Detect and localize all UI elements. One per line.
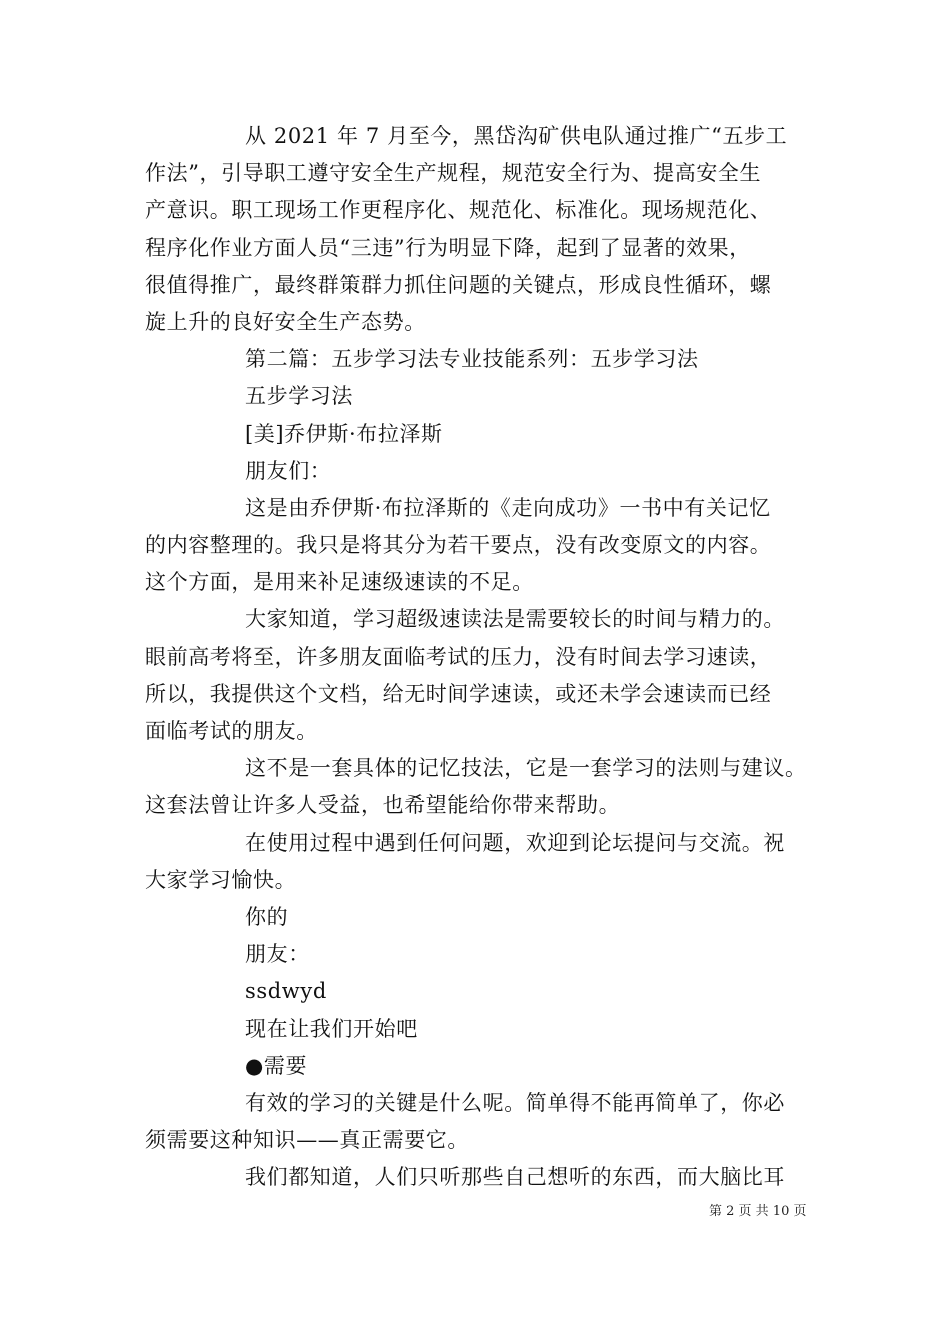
text-line: 五步学习法 <box>245 384 353 409</box>
text-line: 眼前高考将至，许多朋友面临考试的压力，没有时间去学习速读， <box>145 644 772 669</box>
text-line: 这个方面，是用来补足速级速读的不足。 <box>145 570 534 595</box>
text-line: 须需要这种知识——真正需要它。 <box>145 1128 469 1153</box>
text-line: ssdwyd <box>245 979 327 1004</box>
text-line: 第二篇：五步学习法专业技能系列：五步学习法 <box>245 347 699 372</box>
text-line: 这套法曾让许多人受益，也希望能给你带来帮助。 <box>145 793 621 818</box>
text-line: 朋友： <box>245 942 310 967</box>
text-line: [美]乔伊斯·布拉泽斯 <box>245 421 443 446</box>
text-line: 这是由乔伊斯·布拉泽斯的《走向成功》一书中有关记忆 <box>245 495 771 520</box>
text-line: 旋上升的良好安全生产态势。 <box>145 309 426 334</box>
text-line: 作法”，引导职工遵守安全生产规程，规范安全行为、提高安全生 <box>145 161 762 186</box>
text-line: 有效的学习的关键是什么呢。简单得不能再简单了，你必 <box>245 1090 785 1115</box>
text-line: 面临考试的朋友。 <box>145 719 318 743</box>
page-number-footer: 第 2 页 共 10 页 <box>709 1204 807 1219</box>
text-line: 我们都知道，人们只听那些自己想听的东西，而大脑比耳 <box>245 1165 785 1190</box>
text-line: 产意识。职工现场工作更程序化、规范化、标准化。现场规范化、 <box>145 198 772 223</box>
text-line: 所以，我提供这个文档，给无时间学速读，或还未学会速读而已经 <box>145 681 772 706</box>
text-line: 朋友们： <box>245 458 332 483</box>
text-line: 在使用过程中遇到任何问题，欢迎到论坛提问与交流。祝 <box>245 830 785 855</box>
text-line: 程序化作业方面人员“三违”行为明显下降，起到了显著的效果， <box>145 235 751 260</box>
text-line: 的内容整理的。我只是将其分为若干要点，没有改变原文的内容。 <box>145 533 772 558</box>
text-line: ●需要 <box>245 1053 308 1078</box>
text-line: 这不是一套具体的记忆技法，它是一套学习的法则与建议。 <box>245 756 807 781</box>
text-line: 大家知道，学习超级速读法是需要较长的时间与精力的。 <box>245 607 785 632</box>
text-line: 你的 <box>245 904 289 929</box>
text-line: 现在让我们开始吧 <box>245 1016 418 1041</box>
document-body <box>145 118 810 1196</box>
text-line: 大家学习愉快。 <box>145 867 297 892</box>
text-line: 很值得推广，最终群策群力抓住问题的关键点，形成良性循环，螺 <box>145 272 772 297</box>
text-line: 从 2021 年 7 月至今，黑岱沟矿供电队通过推广“五步工 <box>245 124 788 148</box>
